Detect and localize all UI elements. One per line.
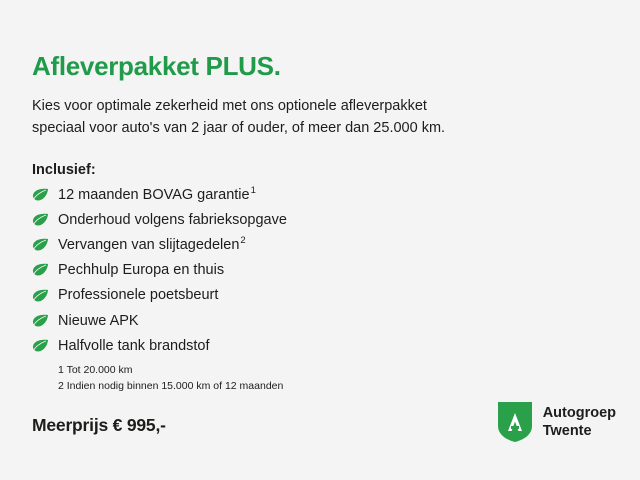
- footnotes: [58, 363, 620, 395]
- list-item-label: Onderhoud volgens fabrieksopgave: [58, 211, 287, 228]
- price-label: Meerprijs € 995,-: [32, 414, 166, 435]
- intro-line-1: Kies voor optimale zekerheid met ons optionele afleverpakket: [32, 97, 427, 114]
- logo-line-1: Autogroep: [542, 404, 616, 421]
- list-item: [32, 210, 620, 229]
- footnote-1: 1 Tot 20.000 km: [58, 364, 133, 377]
- footnote-marker: 1: [250, 184, 256, 196]
- intro-text: [32, 95, 552, 140]
- intro-line-2: speciaal voor auto's van 2 jaar of ouder, of meer dan 25.000 km.: [32, 120, 446, 137]
- list-item-label: Halfvolle tank brandstof: [58, 337, 210, 354]
- shield-icon: [496, 400, 534, 444]
- list-item: [32, 260, 620, 279]
- leaf-icon: [32, 289, 49, 302]
- list-item-label: 12 maanden BOVAG garantie$^1$: [58, 184, 256, 203]
- inclusief-label: Inclusief:: [32, 161, 96, 178]
- list-item-label: Professionele poetsbeurt: [58, 287, 219, 304]
- list-item: [32, 235, 620, 254]
- page-title: Afleverpakket PLUS.: [32, 51, 281, 81]
- leaf-icon: [32, 263, 49, 276]
- logo-line-2: Twente: [542, 423, 592, 439]
- logo-text: [543, 404, 616, 440]
- leaf-icon: [32, 314, 49, 327]
- leaf-icon: [32, 213, 49, 226]
- list-item-label: Vervangen van slijtagedelen$^2$: [58, 234, 246, 253]
- list-item-label: Nieuwe APK: [58, 312, 139, 329]
- inclusief-list: [32, 185, 620, 356]
- autogroep-twente-logo: [496, 400, 616, 444]
- list-item: [32, 311, 620, 330]
- list-item: [32, 336, 620, 355]
- leaf-icon: [32, 238, 49, 251]
- list-item-label: Pechhulp Europa en thuis: [58, 262, 225, 279]
- list-item: [32, 285, 620, 304]
- card-content: [32, 52, 620, 436]
- footnote-2: 2 Indien nodig binnen 15.000 km of 12 maanden: [58, 379, 284, 392]
- footnote-marker: 2: [240, 234, 246, 246]
- leaf-icon: [32, 188, 49, 201]
- leaf-icon: [32, 339, 49, 352]
- list-item: [32, 185, 620, 204]
